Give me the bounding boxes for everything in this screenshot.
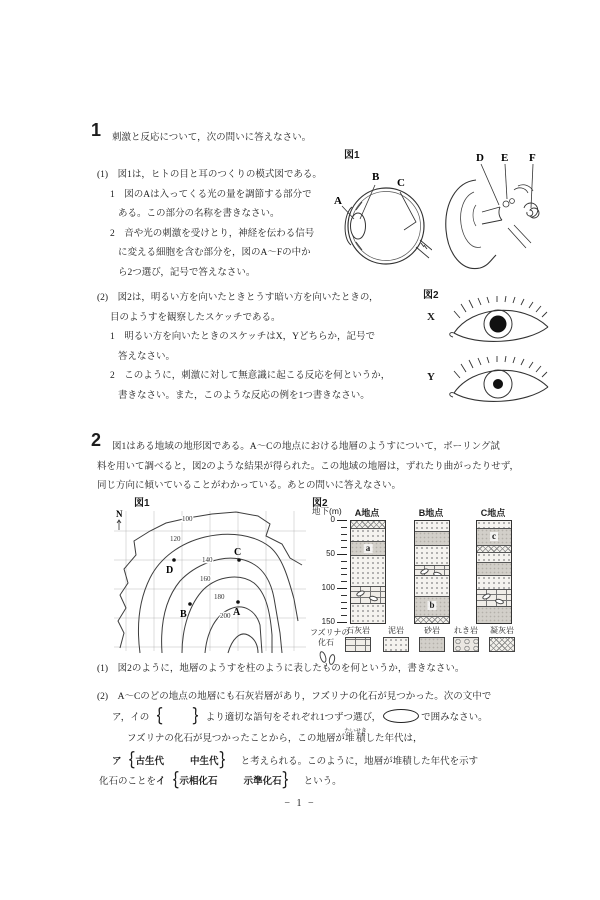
fossil-caption-1: フズリナの — [310, 628, 350, 637]
point-a-label: A — [233, 607, 241, 618]
q1-part1-line: に変える細胞を含む部分を，図のA～Fの中か — [118, 248, 311, 258]
stratum-tuff — [351, 521, 385, 528]
q1-part1-line: 1 図のAは入ってくる光の量を調節する部分で — [110, 189, 312, 200]
ruby-furigana: たいせき — [344, 729, 367, 735]
depth-tick — [341, 534, 347, 535]
stratum-sandstone — [415, 596, 449, 616]
q2-intro-line: 図1はある地域の地形図である。A～Cの地点における地層のようすについて，ボーリング試 — [112, 442, 500, 452]
eardrum — [499, 207, 502, 220]
q1-fig1-label: 図1 — [344, 150, 360, 161]
label-d: D — [476, 152, 484, 164]
depth-tick — [337, 520, 347, 521]
contour-map — [110, 503, 310, 655]
depth-tick-label: 150 — [321, 617, 335, 626]
depth-tick — [341, 547, 347, 548]
depth-tick — [341, 561, 347, 562]
option-koseidai: 古生代 — [135, 757, 165, 767]
line5-after: という。 — [303, 777, 342, 787]
q1-fig2-label: 図2 — [423, 290, 439, 301]
brace-open: ｛ — [150, 707, 163, 727]
q2-fig1-label: 図1 — [134, 498, 150, 509]
label-b: B — [372, 171, 380, 183]
depth-tick-label: 100 — [321, 583, 335, 592]
line4-after: と考えられる。このように，地層が堆積した年代を示す — [240, 757, 479, 767]
stratum-mudstone — [415, 521, 449, 531]
q2-fig2-label: 図2 — [312, 498, 328, 509]
q1-part2-line: 1 明るい方を向いたときのスケッチはX，Yどちらか，記号で — [110, 332, 375, 342]
eye-sketch-x — [444, 296, 562, 352]
boring-column-C地点 — [476, 520, 512, 624]
depth-axis-title: 地下(m) — [312, 506, 342, 516]
ruby-taiseki — [344, 729, 367, 744]
stratum-label: c — [492, 530, 496, 541]
depth-tick-label: 0 — [330, 515, 335, 524]
q1-part1-block — [97, 166, 352, 283]
legend-sandstone — [414, 625, 450, 652]
stratum-sandstone — [477, 528, 511, 545]
point-d-label: D — [166, 565, 174, 576]
q1-part2-line: 答えなさい。 — [118, 351, 176, 362]
eyelashes — [454, 296, 547, 318]
stratum-limestone — [351, 586, 385, 603]
q2-intro-block — [97, 438, 532, 497]
q1-part1-line: 2 音や光の刺激を受けとり，神経を伝わる信号 — [110, 228, 315, 239]
ruby-base: 堆積 — [344, 734, 367, 744]
leader-e — [505, 164, 507, 199]
optic-nerve — [416, 240, 432, 258]
ossicle-1 — [503, 201, 509, 207]
lower-eyelid — [454, 387, 548, 401]
pupil-small — [493, 379, 503, 389]
fusulina-fossil-mark — [495, 598, 505, 605]
stratum-mudstone — [415, 545, 449, 565]
eye-sketch-y — [444, 356, 562, 412]
legend-swatch-limestone — [345, 637, 371, 652]
contour-label-140: 140 — [202, 556, 213, 564]
page-number: − 1 − — [284, 798, 316, 809]
leader-b — [360, 185, 375, 219]
point-a-dot — [236, 600, 240, 604]
stratum-sandstone — [477, 606, 511, 623]
leader-c — [400, 192, 416, 230]
point-c-label: C — [234, 547, 242, 558]
depth-tick — [341, 595, 347, 596]
option-shijunkaseki: 示準化石 — [243, 777, 282, 787]
pupil-large — [490, 316, 507, 333]
leader-d — [481, 164, 499, 205]
q2-part2-line5 — [99, 772, 342, 793]
legend-conglomerate — [448, 625, 484, 652]
q2-part2-line2 — [112, 708, 488, 729]
ossicle-2 — [510, 199, 515, 204]
depth-tick — [341, 608, 347, 609]
brace-close: ｝ — [219, 751, 232, 771]
q1-part1-line: ら2つ選び，記号で答えなさい。 — [118, 267, 256, 278]
q1-part2-line: (2) 図2は，明るい方を向いたときとうす暗い方を向いたときの， — [97, 293, 379, 303]
leader-f — [531, 164, 533, 208]
stratum-mudstone — [351, 555, 385, 586]
depth-tick — [341, 568, 347, 569]
pinna-inner — [473, 205, 476, 226]
brace-close: ｝ — [192, 707, 205, 727]
line2-mid: より適切な語句をそれぞれ1つずつ選び， — [205, 713, 382, 723]
stratum-mudstone — [477, 552, 511, 562]
line2-pre: ア，イの — [112, 713, 150, 723]
point-c-dot — [237, 558, 241, 562]
point-b-label: B — [180, 609, 187, 620]
legend-limestone — [340, 625, 376, 652]
stratum-sandstone — [415, 531, 449, 545]
fusulina-fossil-mark — [369, 595, 379, 602]
north-arrow — [117, 520, 121, 530]
pinna-fold — [461, 192, 481, 247]
tear-duct — [450, 333, 454, 337]
column-b-header: B地点 — [418, 508, 444, 518]
line5-before: 化石のことを — [99, 777, 157, 787]
column-a-header: A地点 — [354, 508, 380, 518]
point-d-dot — [172, 558, 176, 562]
point-b-dot — [188, 602, 192, 606]
depth-tick — [341, 615, 347, 616]
ear-diagram — [436, 150, 554, 284]
q2-intro-line: 同じ方向に傾いていることがわかっている。あとの問いに答えなさい。 — [97, 481, 402, 491]
line3-after: した年代は， — [365, 734, 423, 744]
label-c: C — [397, 177, 405, 189]
line2-post: で囲みなさい。 — [421, 713, 488, 723]
tear-duct — [450, 393, 454, 397]
legend-mudstone — [378, 625, 414, 652]
brace-open: ｛ — [122, 751, 135, 771]
brace-close: ｝ — [282, 771, 295, 791]
legend-label: 砂岩 — [424, 626, 440, 635]
depth-tick — [341, 602, 347, 603]
contour-label-120: 120 — [170, 535, 181, 543]
fusulina-fossil-mark — [481, 593, 491, 601]
legend-tuff — [484, 625, 520, 652]
depth-tick — [341, 540, 347, 541]
q1-part2-line: 書きなさい。また，このような反応の例を1つ書きなさい。 — [118, 390, 370, 401]
fossil-caption-2: 化石 — [318, 638, 334, 647]
eustachian-tube — [508, 225, 531, 248]
sketch-y-label: Y — [427, 371, 435, 383]
stratum-mudstone — [477, 521, 511, 528]
stratum-limestone — [477, 589, 511, 606]
stratum-label: b — [429, 600, 435, 611]
depth-tick — [341, 581, 347, 582]
label-a: A — [334, 195, 342, 207]
stratum-sandstone — [477, 562, 511, 576]
stratum-label: a — [365, 542, 371, 553]
semicircular-canals — [514, 185, 533, 193]
label-e: E — [501, 152, 509, 164]
stratum-tuff — [415, 616, 449, 623]
depth-tick — [337, 622, 347, 623]
q1-part2-line: 2 このように，刺激に対して無意識に起こる反応を何というか， — [110, 371, 391, 381]
line3-before: フズリナの化石が見つかったことから，この地層が — [127, 734, 345, 744]
option-chuseidai: 中生代 — [190, 757, 219, 767]
contour-200 — [228, 634, 258, 653]
depth-tick — [337, 554, 347, 555]
lens — [351, 213, 366, 239]
legend-label: れき岩 — [454, 626, 478, 635]
question-2-number: 2 — [91, 430, 102, 450]
fusulina-fossil-mark — [419, 567, 429, 575]
q2-part1: (1) 図2のように，地層のようすを柱のように表したものを何というか，書きなさい。 — [97, 664, 465, 674]
stratum-mudstone — [477, 575, 511, 589]
q2-part2-line1: (2) A～Cのどの地点の地層にも石灰岩層があり，フズリナの化石が見つかった。次の文中で — [97, 692, 492, 702]
brace-open: ｛ — [166, 771, 179, 791]
q2-part2-line3 — [127, 729, 422, 750]
line2-blank — [163, 713, 192, 723]
contour-140 — [162, 558, 282, 653]
q1-part1-line: ある。この部分の名称を書きなさい。 — [118, 209, 280, 219]
legend-label: 泥岩 — [388, 626, 404, 635]
question-1-intro: 刺激と反応について，次の問いに答えなさい。 — [112, 133, 312, 143]
stratum-limestone — [415, 565, 449, 575]
depth-tick — [337, 588, 347, 589]
depth-tick — [341, 574, 347, 575]
eyelashes — [454, 356, 547, 378]
q1-part1-line: (1) 図1は，ヒトの目と耳のつくりの模式図である。 — [97, 170, 322, 180]
depth-tick-label: 50 — [326, 549, 335, 558]
legend-label: 石灰岩 — [346, 626, 370, 635]
depth-tick — [341, 527, 347, 528]
choice-a-marker: ア — [112, 757, 122, 767]
question-1-number: 1 — [91, 120, 102, 140]
contour-label-180: 180 — [214, 593, 225, 601]
stratum-mudstone — [415, 575, 449, 595]
legend-swatch-conglomerate — [453, 637, 479, 652]
boring-column-B地点 — [414, 520, 450, 624]
boring-columns — [310, 503, 524, 673]
legend-label: 凝灰岩 — [490, 626, 514, 635]
north-label: N — [116, 509, 123, 519]
legend-swatch-mudstone — [383, 637, 409, 652]
stratum-mudstone — [351, 603, 385, 623]
choice-i-marker: イ — [156, 777, 166, 787]
contour-label-200: 200 — [220, 612, 231, 620]
column-c-header: C地点 — [480, 508, 506, 518]
q1-part2-line: 目のようすを観察したスケッチである。 — [110, 312, 281, 323]
stratum-mudstone — [351, 528, 385, 542]
label-f: F — [529, 152, 536, 164]
circle-outline — [383, 709, 419, 723]
legend-swatch-tuff — [489, 637, 515, 652]
q2-intro-line: 料を用いて調べると，図2のような結果が得られた。この地域の地層は，ずれたり曲がったりせず， — [97, 461, 519, 472]
fusulina-fossil-mark — [355, 589, 365, 597]
legend-swatch-sandstone — [419, 637, 445, 652]
option-shisokaseki: 示相化石 — [179, 777, 218, 787]
stratum-tuff — [477, 545, 511, 552]
stratum-sandstone — [351, 541, 385, 555]
contour-label-160: 160 — [200, 575, 211, 583]
contour-label-100: 100 — [182, 515, 193, 523]
sketch-x-label: X — [427, 311, 435, 323]
q1-part2-block — [97, 289, 432, 406]
boring-column-A地点 — [350, 520, 386, 624]
